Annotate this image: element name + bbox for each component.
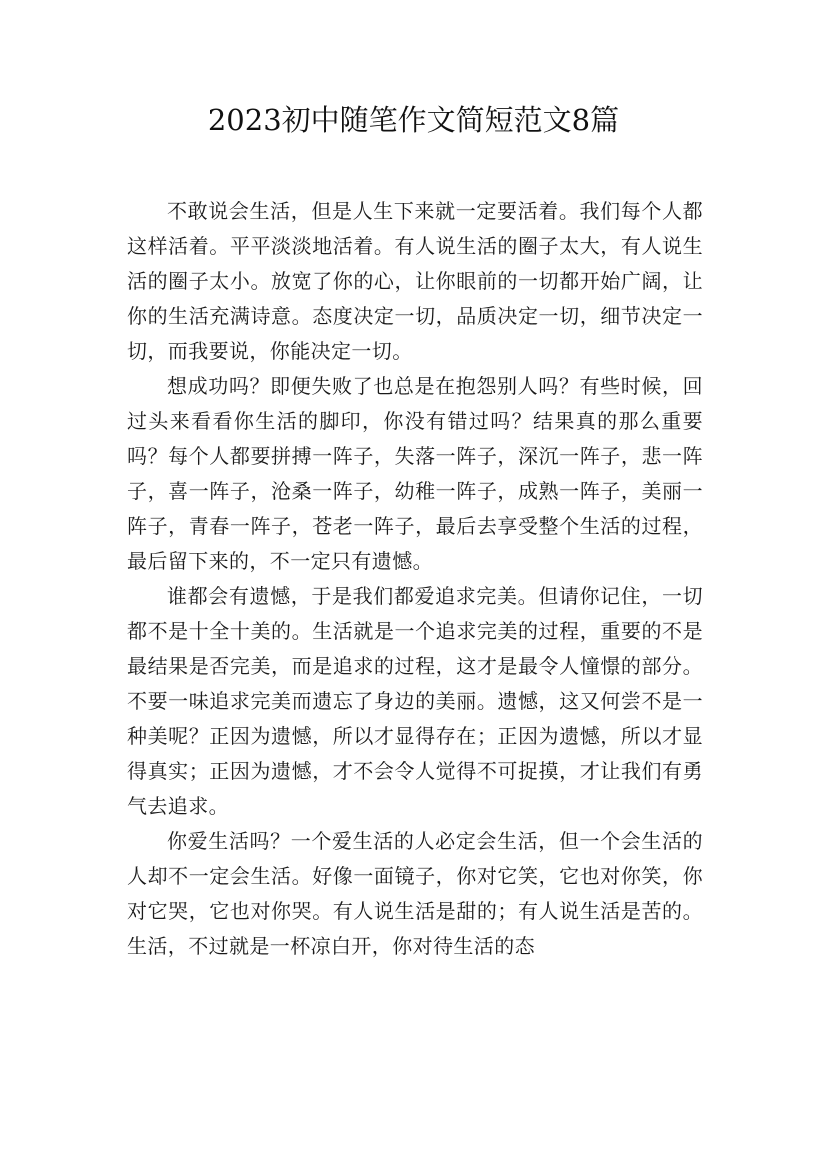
document-title: 2023初中随笔作文简短范文8篇: [207, 103, 620, 137]
paragraph-4: 你爱生活吗？一个爱生活的人必定会生活，但一个会生活的人却不一定会生活。好像一面镜子，你对它笑，它也对你笑，你对它哭，它也对你哭。有人说生活是甜的；有人说生活是苦的。生活，不过就是一杯凉白开，你对待生活的态: [127, 829, 703, 958]
paragraph-1: 不敢说会生活，但是人生下来就一定要活着。我们每个人都这样活着。平平淡淡地活着。有人说生活的圈子太大，有人说生活的圈子太小。放宽了你的心，让你眼前的一切都开始广阔，让你的生活充满诗意。态度决定一切，品质决定一切，细节决定一切，而我要说，你能决定一切。: [127, 199, 703, 363]
paragraph-3: 谁都会有遗憾，于是我们都爱追求完美。但请你记住，一切都不是十全十美的。生活就是一个追求完美的过程，重要的不是最结果是否完美，而是追求的过程，这才是最令人憧憬的部分。不要一味追求完美而遗忘了身边的美丽。遗憾，这又何尝不是一种美呢？正因为遗憾，所以才显得存在；正因为遗憾，所以才显得真实；正因为遗憾，才不会令人觉得不可捉摸，才让我们有勇气去追求。: [127, 584, 703, 818]
document-body: [127, 194, 703, 964]
paragraph-2: 想成功吗？即便失败了也总是在抱怨别人吗？有些时候，回过头来看看你生活的脚印，你没有错过吗？结果真的那么重要吗？每个人都要拼搏一阵子，失落一阵子，深沉一阵子，悲一阵子，喜一阵子，沧桑一阵子，幼稚一阵子，成熟一阵子，美丽一阵子，青春一阵子，苍老一阵子，最后去享受整个生活的过程，最后留下来的，不一定只有遗憾。: [127, 374, 703, 573]
